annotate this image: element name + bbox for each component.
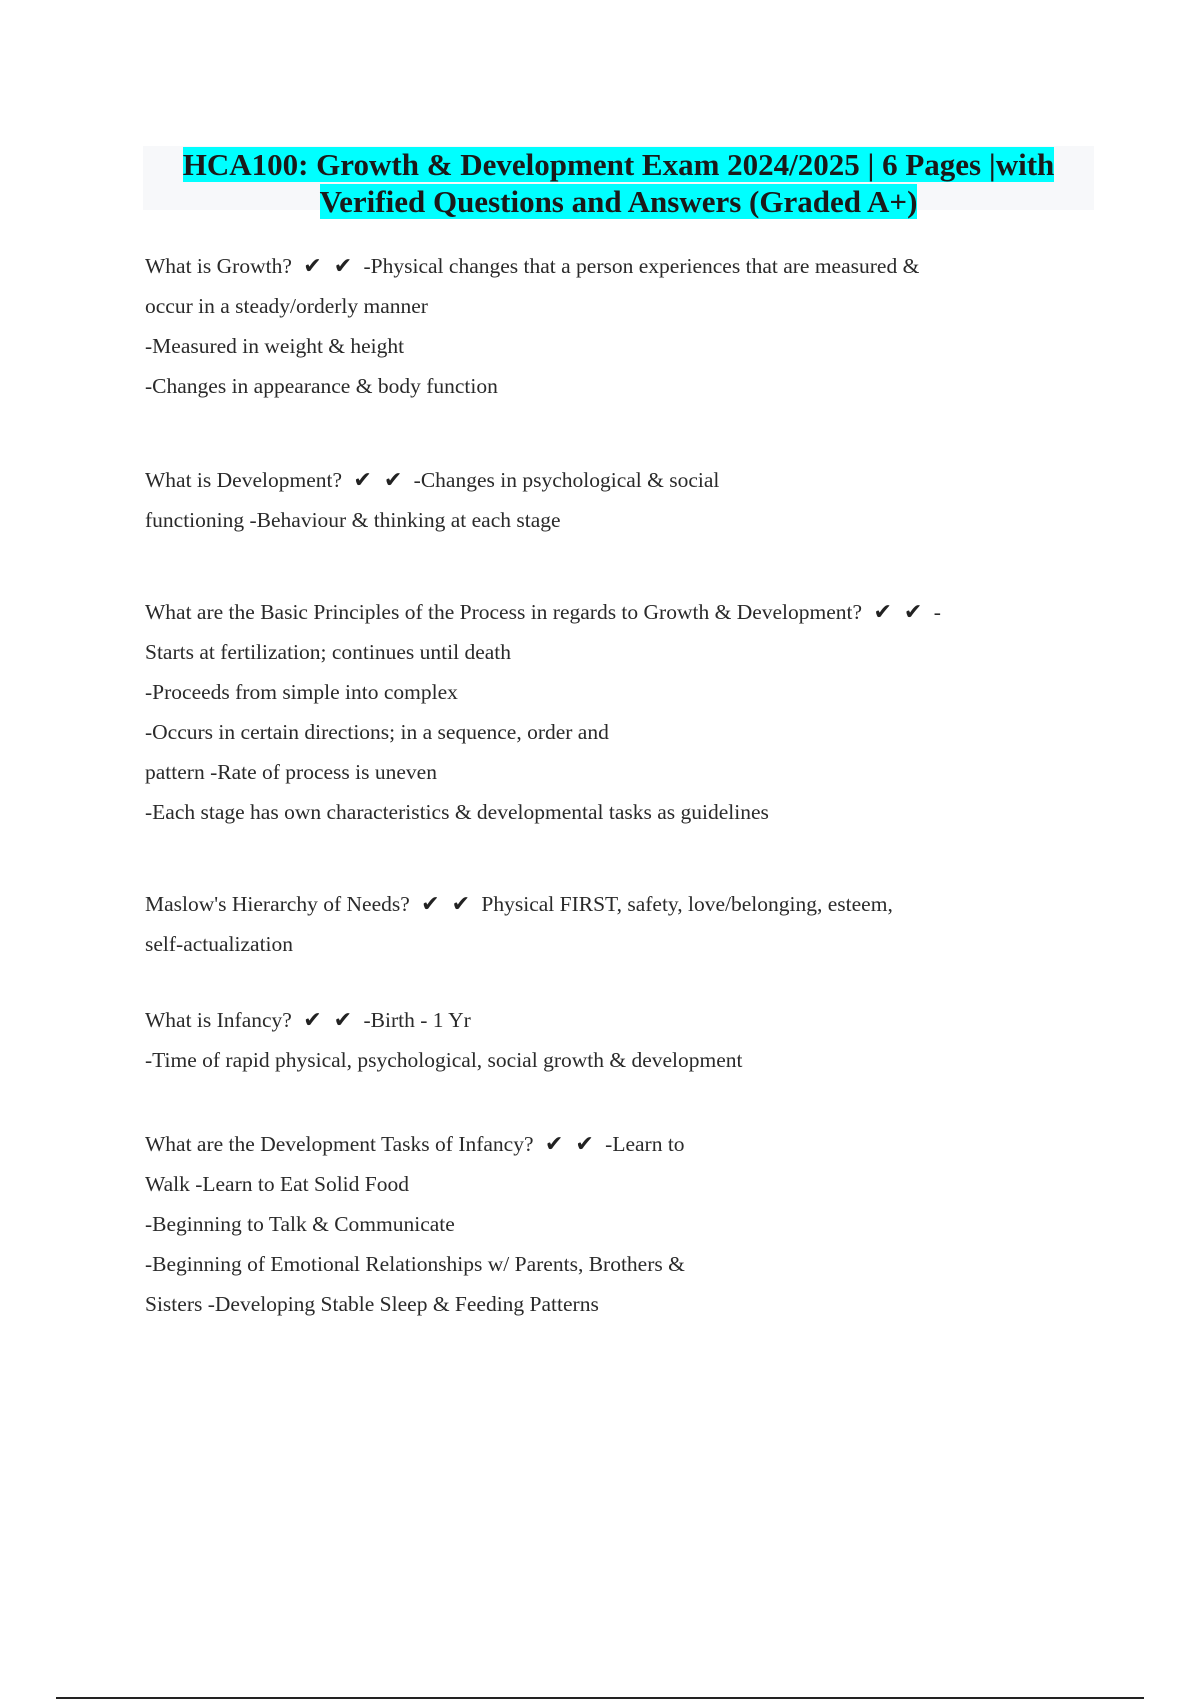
qa-first-line (145, 592, 1065, 632)
checkmark-icon: ✔ (421, 892, 440, 917)
checkmark-icon: ✔ (575, 1132, 594, 1157)
checkmark-icon: ✔ (903, 600, 923, 625)
answer-text: Physical FIRST, safety, love/belonging, esteem, (481, 892, 893, 916)
answer-line: Sisters -Developing Stable Sleep & Feeding Patterns (145, 1292, 599, 1316)
checkmark-icon: ✔ (544, 1132, 564, 1157)
checkmark-icon: ✔ (333, 254, 353, 279)
qa-first-line (145, 1124, 1065, 1164)
qa-item-basic-principles (145, 592, 1065, 832)
answer-line: -Proceeds from simple into complex (145, 680, 458, 704)
question-text: What are the Development Tasks of Infancy? (145, 1132, 534, 1156)
question-text: Maslow's Hierarchy of Needs? (145, 892, 410, 916)
title-line-2: Verified Questions and Answers (Graded A+) (319, 184, 918, 219)
checkmark-icon: ✔ (451, 892, 471, 917)
document-title (143, 146, 1094, 220)
answer-line: occur in a steady/orderly manner (145, 294, 428, 318)
question-text: What is Infancy? (145, 1008, 292, 1032)
qa-first-line (145, 1000, 1065, 1040)
answer-line: -Occurs in certain directions; in a sequence, order and (145, 720, 609, 744)
answer-line: -Beginning to Talk & Communicate (145, 1212, 455, 1236)
question-text: What is Growth? (145, 254, 292, 278)
checkmark-icon: ✔ (303, 1008, 322, 1033)
qa-first-line (145, 246, 1065, 286)
answer-line: functioning -Behaviour & thinking at each stage (145, 508, 561, 532)
qa-item-infancy-tasks (145, 1124, 1065, 1324)
answer-line: -Time of rapid physical, psychological, social growth & development (145, 1048, 743, 1072)
qa-item-infancy (145, 1000, 1065, 1080)
answer-text: -Learn to (605, 1132, 685, 1156)
answer-line: Starts at fertilization; continues until death (145, 640, 512, 664)
answer-line: Walk -Learn to Eat Solid Food (145, 1172, 409, 1196)
qa-item-development (145, 460, 1065, 540)
answer-line: self-actualization (145, 932, 294, 956)
question-text: What is Development? (145, 468, 343, 492)
checkmark-icon: ✔ (353, 468, 372, 493)
answer-line: -Measured in weight & height (145, 334, 405, 358)
title-line-1: HCA100: Growth & Development Exam 2024/2025 | 6 Pages |with (182, 147, 1055, 182)
checkmark-icon: ✔ (303, 254, 322, 279)
checkmark-icon: ✔ (873, 600, 892, 625)
qa-first-line (145, 884, 1065, 924)
checkmark-icon: ✔ (333, 1008, 353, 1033)
answer-text: -Birth - 1 Yr (363, 1008, 471, 1032)
checkmark-icon: ✔ (383, 468, 403, 493)
qa-content (145, 246, 1065, 1324)
page-footer-rule (56, 1697, 1144, 1699)
answer-text: -Physical changes that a person experiences that are measured & (363, 254, 920, 278)
qa-item-growth (145, 246, 1065, 406)
answer-line: pattern -Rate of process is uneven (145, 760, 437, 784)
question-text: What are the Basic Principles of the Process in regards to Growth & Development? (145, 600, 863, 624)
answer-text: - (933, 600, 941, 624)
qa-first-line (145, 460, 1065, 500)
qa-item-maslow (145, 884, 1065, 964)
answer-line: -Beginning of Emotional Relationships w/ Parents, Brothers & (145, 1252, 685, 1276)
answer-line: -Changes in appearance & body function (145, 374, 498, 398)
answer-text: -Changes in psychological & social (413, 468, 720, 492)
answer-line: -Each stage has own characteristics & developmental tasks as guidelines (145, 800, 769, 824)
